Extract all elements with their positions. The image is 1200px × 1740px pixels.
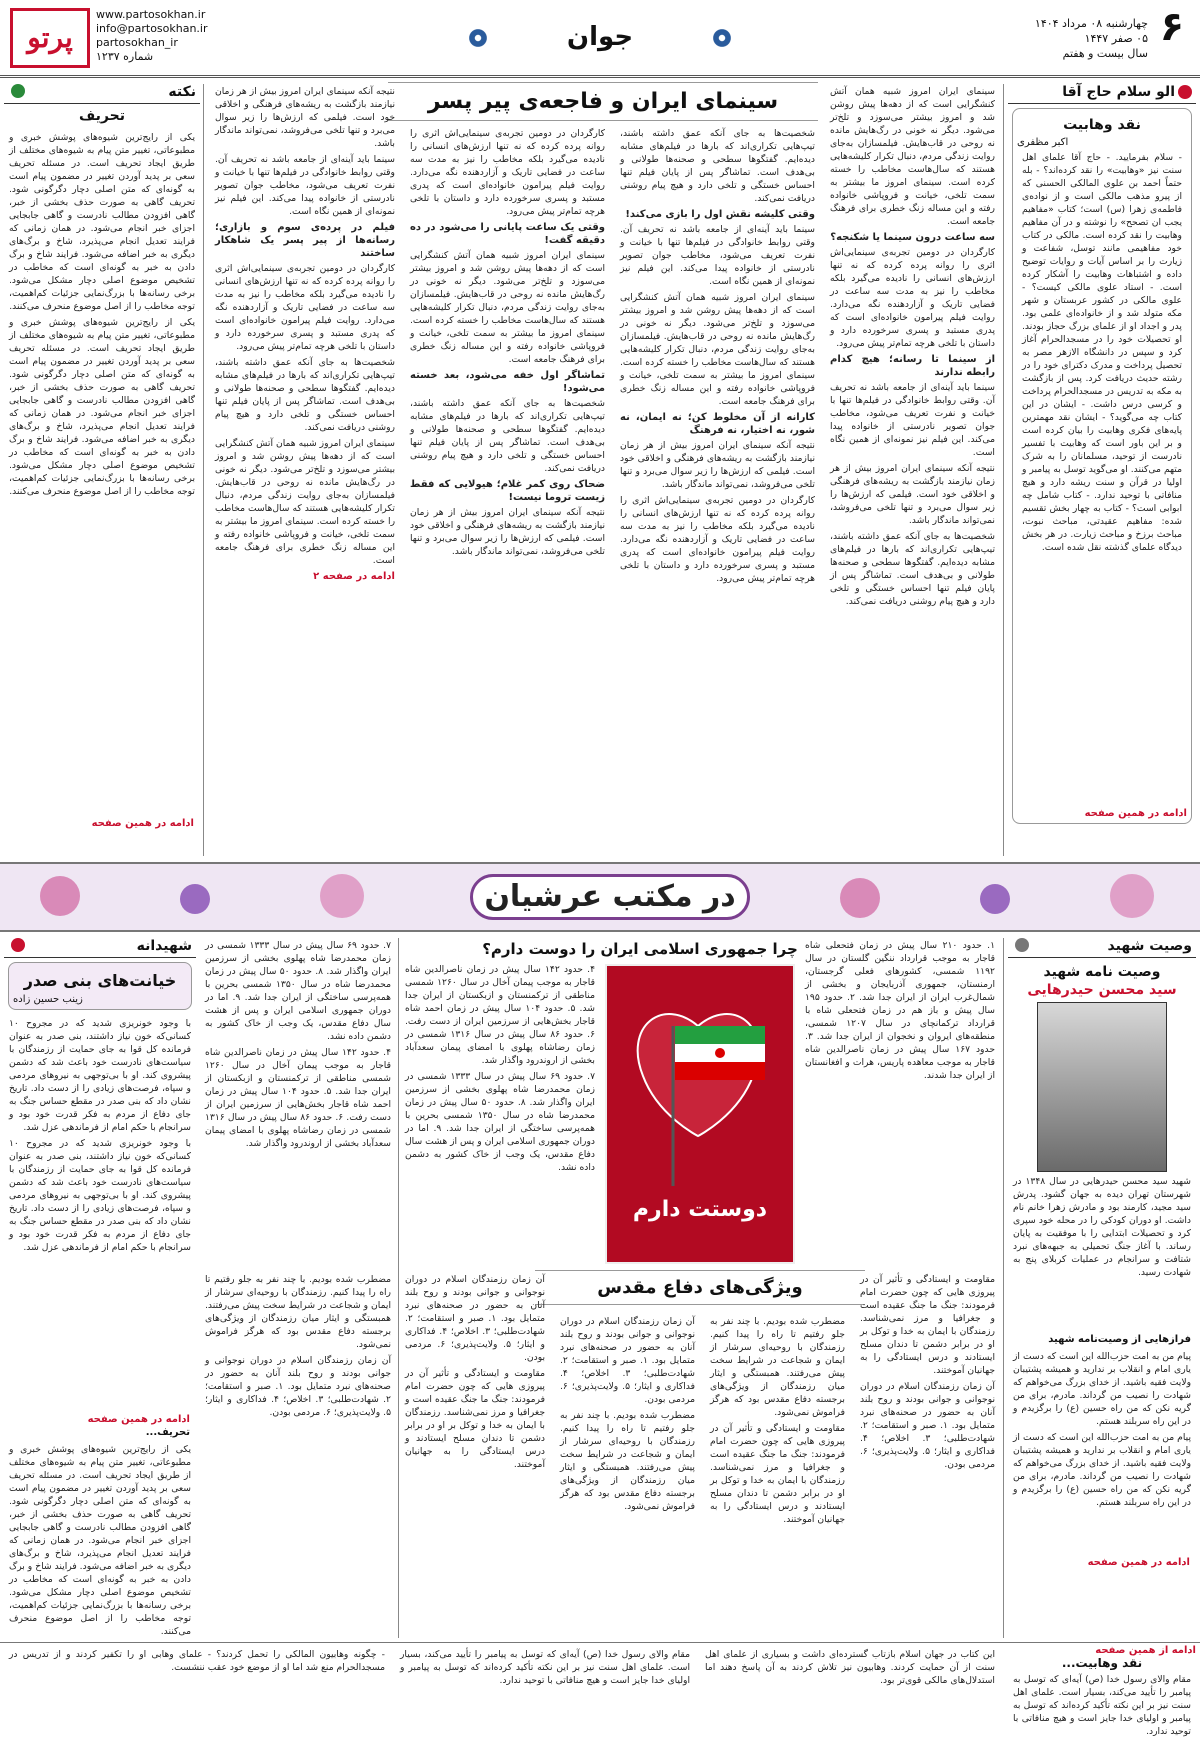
paragraph: شخصیت‌ها به جای آنکه عمق داشته باشند، تیپ‌هایی تکراری‌اند که بارها در فیلم‌های مشابه دیده‌ایم. گفتگوها سطحی و صحنه‌ها طولانی و بی‌هدف است. تماشاگر پس از پایان فیلم تنها احساس خستگی و تلخی دارد و هیچ پیام روشنی دریافت نمی‌کند. xyxy=(620,128,815,204)
ornament-icon xyxy=(468,28,488,48)
subheading: وقتی یک ساعت پایانی را می‌شود در ده دقیقه گفت! xyxy=(410,222,605,246)
flower-ornament xyxy=(840,878,880,918)
paragraph: یکی از رایج‌ترین شیوه‌های پوشش خبری و مطبوعاتی، تغییر متن پیام به شیوه‌های مختلف از طریق ایجاد تحریف است. در مسئله تحریف سعی بر پدید آوردن تغییر در مضمون پیام است به گونه‌ای که متن اصلی دچار دگرگونی شود. تحریف گاهی به صورت حذف بخشی از خبر، گاهی افزودن مطالب نادرست و گاهی جابجایی اجزای خبر انجام می‌شود. در همان زمانی که فرایند تعدیل انجام می‌پذیرد، شاخ و برگ‌های دیگری به خبر اضافه می‌شود. فرایند شاخ و برگ دادن به خبر به گونه‌ای است که مخاطب در تشخیص موضوع اصلی دچار مشکل می‌شود. برخی رسانه‌ها با بزرگ‌نمایی جزئیات کم‌اهمیت، توجه مخاطب را از اصل موضوع منحرف می‌کنند. xyxy=(9,317,195,497)
paragraph: کارگردان در دومین تجربه‌ی سینمایی‌اش اثری را روانه پرده کرده که نه تنها ارزش‌های انسانی را نادیده می‌گیرد بلکه مخاطب را نیز به مدت سه ساعت در فضایی تاریک و آزاردهنده نگه می‌دارد. روایت فیلم پیرامون خانواده‌ای است که پدری مستبد و پسری سرخورده دارد و داستان با تلخی هرچه تمام‌تر پیش می‌رود. xyxy=(215,263,395,352)
section-banner xyxy=(0,862,1200,932)
article-col-4 xyxy=(210,82,400,852)
continue-note: ادامه در صفحه ۲ xyxy=(313,571,395,582)
article-body xyxy=(4,1014,196,1414)
article-body: مقام والای رسول خدا (ص) آیه‌ای که توسل به پیامبر را تأیید می‌کند، بسیار است. علمای اهل سنت نیز بر این نکته تأکید کرده‌اند که توسل به پیامبر و اولیای خدا جایز است و هیچ منافاتی با توحید ندارد. xyxy=(1013,1674,1191,1737)
paragraph: سینمای ایران امروز شبیه همان آتش کنشگرایی است که از دهه‌ها پیش روشن شد و امروز بیشتر می‌سوزد و تلخ‌تر می‌شود. دیگر نه خونی در رگ‌هایش مانده نه روحی در قاب‌هایش. فیلمسازان به‌جای روایت زندگی مردم، دنبال تکرار کلیشه‌هایی هستند که سال‌هاست مخاطب را خسته کرده است. سینمای امروز ما بیشتر به سمت تلخی، خیانت و فروپاشی خانواده رفته و این مساله زنگ خطری برای فرهنگ جامعه است. xyxy=(215,438,395,566)
paragraph: سینما باید آینه‌ای از جامعه باشد نه تحریف آن. وقتی روابط خانوادگی در فیلم‌ها تنها با خیانت و نفرت تعریف می‌شود، مخاطب جوان تصویر نادرستی از خانواده پیدا می‌کند. این فیلم نیز نمونه‌ای از همین نگاه است. xyxy=(620,224,815,287)
subheading: فیلم در پرده‌ی سوم و بازاری؛ رسانه‌ها از پیر پسر یک شاهکار ساختند xyxy=(215,222,395,259)
flower-ornament xyxy=(40,876,80,916)
date-solar: چهارشنبه ۰۸ مرداد ۱۴۰۴ xyxy=(1034,17,1148,30)
paragraph: سینمای ایران امروز شبیه همان آتش کنشگرایی است که از دهه‌ها پیش روشن شد و امروز بیشتر می‌سوزد و تلخ‌تر می‌شود. دیگر نه خونی در رگ‌هایش مانده نه روحی در قاب‌هایش. فیلمسازان به‌جای روایت زندگی مردم، دنبال تکرار کلیشه‌هایی هستند که سال‌هاست مخاطب را خسته کرده است. سینمای امروز ما بیشتر به سمت تلخی، خیانت و فروپاشی خانواده رفته و این مساله زنگ خطری برای فرهنگ جامعه است. xyxy=(830,86,995,227)
column-shahidaneh xyxy=(4,936,196,1636)
paragraph: سینما باید آینه‌ای از جامعه باشد نه تحریف آن. وقتی روابط خانوادگی در فیلم‌ها تنها با خیانت و نفرت تعریف می‌شود، مخاطب جوان تصویر نادرستی از خانواده پیدا می‌کند. این فیلم نیز نمونه‌ای از همین نگاه است. xyxy=(830,382,995,458)
paragraph: کارگردان در دومین تجربه‌ی سینمایی‌اش اثری را روانه پرده کرده که نه تنها ارزش‌های انسانی را نادیده می‌گیرد بلکه مخاطب را نیز به مدت سه ساعت در فضایی تاریک و آزاردهنده نگه می‌دارد. روایت فیلم پیرامون خانواده‌ای است که پدری مستبد و پسری سرخورده دارد و داستان با تلخی هرچه تمام‌تر پیش می‌رود. xyxy=(620,495,815,584)
paragraph: یکی از رایج‌ترین شیوه‌های پوشش خبری و مطبوعاتی، تغییر متن پیام به شیوه‌های مختلف از طریق ایجاد تحریف است. در مسئله تحریف سعی بر پدید آوردن تغییر در مضمون پیام است به گونه‌ای که متن اصلی دچار دگرگونی شود. تحریف گاهی به صورت حذف بخشی از خبر، گاهی افزودن مطالب نادرست و گاهی جابجایی اجزای خبر انجام می‌شود. در همان زمانی که فرایند تعدیل انجام می‌پذیرد، شاخ و برگ‌های دیگری به خبر اضافه می‌شود. فرایند شاخ و برگ دادن به خبر به گونه‌ای است که مخاطب در تشخیص موضوع اصلی دچار مشکل می‌شود. برخی رسانه‌ها با بزرگ‌نمایی جزئیات کم‌اهمیت، توجه مخاطب را از اصل موضوع منحرف می‌کنند. xyxy=(9,132,195,312)
paragraph: آن زمان رزمندگان اسلام در دوران نوجوانی و جوانی بودند و روح بلند آنان به حضور در صحنه‌های نبرد متمایل بود. ۱. صبر و استقامت؛ ۲. شهادت‌طلبی؛ ۳. اخلاص؛ ۴. فداکاری و ایثار؛ ۵. ولایت‌پذیری؛ ۶. مردمی بودن. xyxy=(860,1381,995,1470)
subheading: وقتی کلیشه نقش اول را بازی می‌کند! xyxy=(625,209,815,220)
subheading: ضحاک روی کمر غلام؛ هیولایی که فقط زیست تروما نیست! xyxy=(410,479,605,503)
column-head-label: شهیدانه xyxy=(136,938,192,954)
date-block xyxy=(978,16,1148,61)
article-col-4 xyxy=(400,1270,550,1638)
article-author: اکبر مظفری xyxy=(1017,137,1069,148)
column-head-label: نکته xyxy=(168,84,196,100)
column-head-label: وصیت شهید xyxy=(1107,938,1192,954)
article-col-2 xyxy=(615,124,820,852)
column-head xyxy=(4,82,200,104)
continue-note: ادامه در همین صفحه xyxy=(1084,808,1187,819)
continue-note: ادامه در همین صفحه xyxy=(1087,1557,1190,1568)
article-title: خیانت‌های بنی صدر xyxy=(23,971,177,990)
title-box xyxy=(8,962,192,1010)
article-col-1 xyxy=(855,1270,1000,1638)
martyr-photo xyxy=(1037,1002,1167,1172)
paragraph: سینمای ایران امروز شبیه همان آتش کنشگرایی است که از دهه‌ها پیش روشن شد و امروز بیشتر می‌سوزد و تلخ‌تر می‌شود. دیگر نه خونی در رگ‌هایش مانده نه روحی در قاب‌هایش. فیلمسازان به‌جای روایت زندگی مردم، دنبال تکرار کلیشه‌هایی هستند که سال‌هاست مخاطب را خسته کرده است. سینمای امروز ما بیشتر به سمت تلخی، خیانت و فروپاشی خانواده رفته و این مساله زنگ خطری برای فرهنگ جامعه است. xyxy=(410,250,605,365)
ornament-icon xyxy=(712,28,732,48)
subheading: کارانه از آن مخلوط کن؛ نه ایمان، نه شور، نه اختیار، نه فرهنگ xyxy=(620,412,815,436)
paragraph: نتیجه آنکه سینمای ایران امروز بیش از هر زمان نیازمند بازگشت به ریشه‌های فرهنگی و اخلاقی خود است. فیلمی که ارزش‌ها را زیر سوال می‌برد و تنها تلخی می‌فروشد، نمی‌تواند ماندگار باشد. xyxy=(410,507,605,557)
divider xyxy=(203,84,204,856)
subheading: فرازهایی از وصیت‌نامه شهید xyxy=(1048,1334,1191,1345)
subheading: سه ساعت درون سینما یا شکنجه؟ xyxy=(830,232,995,243)
paragraph: شخصیت‌ها به جای آنکه عمق داشته باشند، تیپ‌هایی تکراری‌اند که بارها در فیلم‌های مشابه دیده‌ایم. گفتگوها سطحی و صحنه‌ها طولانی و بی‌هدف است. تماشاگر پس از پایان فیلم تنها احساس خستگی و تلخی دارد و هیچ پیام روشنی دریافت نمی‌کند. xyxy=(410,398,605,474)
article-col-1: ۱. حدود ۲۱۰ سال پیش در زمان فتحعلی شاه قاجار به موجب قرارداد ننگین گلستان در سال ۱۱۹۲ شمسی، کشورهای فعلی گرجستان، ارمنستان، جمهوری آذربایجان و بخشی از شمال‌غرب ایران از ایران جدا شد. ۲. حدود ۱۹۵ سال پیش و باز هم در زمان فتحعلی شاه با قرارداد ترکمانچای در سال ۱۲۰۷ شمسی، منطقه‌های ایروان و نخجوان از ایران جدا شد. ۳. حدود ۱۶۷ سال پیش در زمان ناصرالدین شاه قاجار به موجب معاهده پاریس، هرات و افغانستان از ایران جدا شدند. xyxy=(805,940,995,1081)
site-link[interactable]: www.partosokhan.ir xyxy=(96,8,206,21)
paragraph: شخصیت‌ها به جای آنکه عمق داشته باشند، تیپ‌هایی تکراری‌اند که بارها در فیلم‌های مشابه دیده‌ایم. گفتگوها سطحی و صحنه‌ها طولانی و بی‌هدف است. تماشاگر پس از پایان فیلم تنها احساس خستگی و تلخی دارد و هیچ پیام روشنی دریافت نمی‌کند. xyxy=(215,357,395,433)
continue-note: ادامه از همین صفحه xyxy=(1095,1645,1196,1656)
subheading: تحریف... xyxy=(145,1427,190,1438)
paragraph: نتیجه آنکه سینمای ایران امروز بیش از هر زمان نیازمند بازگشت به ریشه‌های فرهنگی و اخلاقی خود است. فیلمی که ارزش‌ها را زیر سوال می‌برد و تنها تلخی می‌فروشد، نمی‌تواند ماندگار باشد. xyxy=(620,440,815,490)
year-line: سال بیست و هفتم xyxy=(1062,47,1148,60)
paragraph: پیام من به امت حزب‌الله این است که دست از یاری امام و انقلاب بر ندارید و همیشه پشتیبان ولایت فقیه باشید. از خدای بزرگ می‌خواهم که شهادت را نصیب من گرداند. مادرم، برای من گریه نکن که من راه حسین (ع) را برگزیدم و در این راه سربلند هستم. xyxy=(1013,1432,1191,1508)
article-title: نقد وهابیت xyxy=(1063,117,1141,133)
bottom-strip xyxy=(0,1642,1200,1740)
article-author: زینب حسین زاده xyxy=(13,994,83,1005)
article-col-3 xyxy=(400,960,600,1264)
article-title: چرا جمهوری اسلامی ایران را دوست دارم؟ xyxy=(482,940,798,958)
column-note xyxy=(4,82,200,858)
article-col-3 xyxy=(405,124,610,852)
divider xyxy=(1003,84,1004,856)
iran-article xyxy=(400,936,1000,1266)
banner-title: در مکتب عرشیان xyxy=(470,874,750,920)
email-link[interactable]: info@partosokhan.ir xyxy=(96,22,208,35)
paragraph: مقاومت و ایستادگی و تأثیر آن در پیروزی هایی که چون حضرت امام فرمودند: جنگ ما جنگ عقیده است و جغرافیا و مرز نمی‌شناسد. رزمندگان با ایمان به خدا و توکل بر او در برابر دشمن تا دندان مسلح ایستادند و درس ایستادگی را به جهانیان آموختند. xyxy=(860,1274,995,1376)
article-body xyxy=(4,128,200,818)
section-title: جوان xyxy=(566,22,634,52)
paragraph: آن زمان رزمندگان اسلام در دوران نوجوانی و جوانی بودند و روح بلند آنان به حضور در صحنه‌های نبرد متمایل بود. ۱. صبر و استقامت؛ ۲. شهادت‌طلبی؛ ۳. اخلاص؛ ۴. فداکاری و ایثار؛ ۵. ولایت‌پذیری؛ ۶. مردمی بودن. xyxy=(205,1355,391,1418)
issue-number: شماره ۱۲۳۷ xyxy=(96,50,154,63)
flower-ornament xyxy=(320,874,364,918)
qa-box xyxy=(1012,108,1192,824)
article-title: نقد وهابیت... xyxy=(1061,1656,1143,1670)
flower-ornament xyxy=(1110,874,1154,918)
paragraph: مضطرب شده بودیم. با چند نفر به جلو رفتیم تا راه را پیدا کنیم. رزمندگان با روحیه‌ای سرشار از ایمان و شجاعت در شرایط سخت پیش می‌رفتند. همبستگی و ایثار میان رزمندگان از ویژگی‌های برجسته دفاع مقدس بود که هرگز فراموش نمی‌شود. xyxy=(710,1316,845,1418)
bottom-col-4: - چگونه وهابیون المالکی را تحمل کردند؟ - علمای وهابی او را تکفیر کردند و از تدریس در مسجدالحرام منع شد اما او از موضع خود عقب ننشست. xyxy=(9,1649,385,1673)
cinema-article xyxy=(206,82,1000,858)
subheading: تماشاگر اول خفه می‌شود، بعد خسته می‌شود! xyxy=(410,370,605,394)
page-header xyxy=(0,0,1200,78)
paragraph: ۷. حدود ۶۹ سال پیش در سال ۱۳۳۳ شمسی در زمان محمدرضا شاه پهلوی بخشی از سرزمین ایران واگذار شد. ۸. حدود ۵۰ سال پیش در زمان محمدرضا شاه در سال ۱۳۵۰ شمسی بحرین با همه‌پرسی ساختگی از ایران جدا شد. ۹. اما در دوران جمهوری اسلامی ایران و پس از هشت سال دفاع مقدس، یک وجب از خاک کشور به دشمن داده نشد. xyxy=(405,1071,596,1173)
paragraph: ۷. حدود ۶۹ سال پیش در سال ۱۳۳۳ شمسی در زمان محمدرضا شاه پهلوی بخشی از سرزمین ایران واگذار شد. ۸. حدود ۵۰ سال پیش در زمان محمدرضا شاه در سال ۱۳۵۰ شمسی بحرین با همه‌پرسی ساختگی از ایران جدا شد. ۹. اما در دوران جمهوری اسلامی ایران و پس از هشت سال دفاع مقدس، یک وجب از خاک کشور به دشمن داده نشد. xyxy=(205,940,392,1042)
article-col-2 xyxy=(705,1312,850,1638)
paragraph: با وجود خونریزی شدید که در مجروح ۱۰ کسانی‌که خون نیاز داشتند، بنی صدر به عنوان فرمانده کل قوا به جای حمایت از رزمندگان با سیاست‌های نادرست خود باعث شد که دشمن پیشروی کند. او با بی‌توجهی به نیروهای مردمی و سپاه، فرصت‌های زیادی را از دست داد. تاریخ نشان داد که بنی صدر در مقطع حساس جنگ به جای دفاع از مردم به فکر قدرت خود بود و سرانجام با حکم امام از فرماندهی عزل شد. xyxy=(9,1138,191,1253)
paragraph: مضطرب شده بودیم. با چند نفر به جلو رفتیم تا راه را پیدا کنیم. رزمندگان با روحیه‌ای سرشار از ایمان و شجاعت در شرایط سخت پیش می‌رفتند. همبستگی و ایثار میان رزمندگان از ویژگی‌های برجسته دفاع مقدس بود که هرگز فراموش نمی‌شود. xyxy=(205,1274,391,1350)
article-col-3 xyxy=(555,1312,700,1638)
continue-note: ادامه در همین صفحه xyxy=(87,1414,190,1425)
column-qa xyxy=(1008,82,1196,858)
article-title: تحریف xyxy=(79,108,125,124)
page-number: ۶ xyxy=(1159,4,1185,50)
iran-article-continued xyxy=(200,936,396,1266)
paragraph: آن زمان رزمندگان اسلام در دوران نوجوانی و جوانی بودند و روح بلند آنان به حضور در صحنه‌های نبرد متمایل بود. ۱. صبر و استقامت؛ ۲. شهادت‌طلبی؛ ۳. اخلاص؛ ۴. فداکاری و ایثار؛ ۵. ولایت‌پذیری؛ ۶. مردمی بودن. xyxy=(560,1316,695,1405)
column-head xyxy=(1008,82,1196,104)
defense-article xyxy=(400,1270,1000,1640)
defense-article-continued xyxy=(200,1270,396,1640)
paragraph: سینمای ایران امروز شبیه همان آتش کنشگرایی است که از دهه‌ها پیش روشن شد و امروز بیشتر می‌سوزد و تلخ‌تر می‌شود. دیگر نه خونی در رگ‌هایش مانده نه روحی در قاب‌هایش. فیلمسازان به‌جای روایت زندگی مردم، دنبال تکرار کلیشه‌هایی هستند که سال‌هاست مخاطب را خسته کرده است. سینمای امروز ما بیشتر به سمت تلخی، خیانت و فروپاشی خانواده رفته و این مساله زنگ خطری برای فرهنگ جامعه است. xyxy=(620,292,815,407)
date-lunar: ۰۵ صفر ۱۴۴۷ xyxy=(1084,32,1148,45)
paragraph: کارگردان در دومین تجربه‌ی سینمایی‌اش اثری را روانه پرده کرده که نه تنها ارزش‌های انسانی را نادیده می‌گیرد بلکه مخاطب را نیز به مدت سه ساعت در فضایی تاریک و آزاردهنده نگه می‌دارد. روایت فیلم پیرامون خانواده‌ای است که پدری مستبد و پسری سرخورده دارد و داستان با تلخی هرچه تمام‌تر پیش می‌رود. xyxy=(830,247,995,349)
contact-block xyxy=(96,8,256,64)
flag-icon xyxy=(1015,938,1029,952)
paragraph: مقاومت و ایستادگی و تأثیر آن در پیروزی هایی که چون حضرت امام فرمودند: جنگ ما جنگ عقیده است و جغرافیا و مرز نمی‌شناسد. رزمندگان با ایمان به خدا و توکل بر او در برابر دشمن تا دندان مسلح ایستادند و درس ایستادگی را به جهانیان آموختند. xyxy=(710,1423,845,1525)
divider xyxy=(398,938,399,1638)
article-body-2: یکی از رایج‌ترین شیوه‌های پوشش خبری و مطبوعاتی، تغییر متن پیام به شیوه‌های مختلف از طریق ایجاد تحریف است. در مسئله تحریف سعی بر پدید آوردن تغییر در مضمون پیام است به گونه‌ای که متن اصلی دچار دگرگونی شود. تحریف گاهی به صورت حذف بخشی از خبر، گاهی افزودن مطالب نادرست و گاهی جابجایی اجزای خبر انجام می‌شود. در همان زمانی که فرایند تعدیل انجام می‌پذیرد، شاخ و برگ‌های دیگری به خبر اضافه می‌شود. فرایند شاخ و برگ دادن به خبر به گونه‌ای است که مخاطب در تشخیص موضوع اصلی دچار مشکل می‌شود. برخی رسانه‌ها با بزرگ‌نمایی جزئیات کم‌اهمیت، توجه مخاطب را از اصل موضوع منحرف می‌کنند. xyxy=(9,1444,191,1636)
paragraph: نتیجه آنکه سینمای ایران امروز بیش از هر زمان نیازمند بازگشت به ریشه‌های فرهنگی و اخلاقی خود است. فیلمی که ارزش‌ها را زیر سوال می‌برد و تنها تلخی می‌فروشد، نمی‌تواند ماندگار باشد. xyxy=(830,463,995,526)
paragraph: نتیجه آنکه سینمای ایران امروز بیش از هر زمان نیازمند بازگشت به ریشه‌های فرهنگی و اخلاقی خود است. فیلمی که ارزش‌ها را زیر سوال می‌برد و تنها تلخی می‌فروشد، نمی‌تواند ماندگار باشد. xyxy=(215,86,395,149)
newspaper-logo: پرتو xyxy=(10,8,90,68)
flag-poster xyxy=(605,964,795,1264)
article-title: ویژگی‌های دفاع مقدس xyxy=(535,1270,865,1305)
social-handle[interactable]: partosokhan_ir xyxy=(96,36,178,49)
martyr-will xyxy=(1008,1347,1196,1557)
flower-ornament xyxy=(980,884,1010,914)
check-icon xyxy=(11,84,25,98)
article-col-1 xyxy=(825,82,1000,852)
paragraph: پیام من به امت حزب‌الله این است که دست از یاری امام و انقلاب بر ندارید و همیشه پشتیبان ولایت فقیه باشید. از خدای بزرگ می‌خواهم که شهادت را نصیب من گرداند. مادرم، برای من گریه نکن که من راه حسین (ع) را برگزیدم و در این راه سربلند هستم. xyxy=(1013,1351,1191,1427)
article-body: - سلام بفرمایید. - حاج آقا علمای اهل سنت نیز «وهابیت» را نقد کرده‌اند؟ - بله حتماً احمد بن علوی المالکی الحسنی که از پیرو مذهب مالکی است و از نواده‌ی فاطمه‌ی زهرا (س) است؛ کتاب «مفاهیم یجب ان تصحح» را نوشته و در آن مفاهیم وهابیت را نقد کرده است. مالکی در کتاب خود مفاهیمی مانند توسل، شفاعت و زیارت را بر اساس آیات و روایات توضیح داده و اشتباهات وهابیت را آشکار کرده است. - استاد علوی مالکی کیست؟ - علوی مالکی در کشور عربستان و شهر مکه متولد شد و از خانواده‌ای علمی بود. پدر و اجداد او از علمای بزرگ حجاز بودند. او تحصیلات خود را در مسجدالحرام آغاز کرد و سپس در دانشگاه الازهر مصر به تحصیل پرداخت و مدرک دکترای خود را در رشته حدیث دریافت کرد. پس از بازگشت به مکه به تدریس در مسجدالحرام پرداخت و کرسی درس داشت. - ایشان در این کتاب چه می‌گوید؟ - ایشان نقد مهمترین پایه‌های فکری وهابیت را بیان کرده است و بر این باور است که وهابیت با تفسیر نادرست از توحید، مسلمانان را به شرک متهم می‌کنند. او می‌گوید توسل به پیامبر و اولیا در قرآن و سنت ریشه دارد و هیچ منافاتی با توحید ندارد. - کتاب شامل چه ابوابی است؟ - کتاب به چهار بخش تقسیم شده: مفاهیم عقیدتی، مباحث نبوت، مباحث برزخ و مباحث زیارت. در هر بخش دیدگاه علمای گذشته نقل شده است. xyxy=(1022,152,1182,553)
article-title: سینمای ایران و فاجعه‌ی پیر پسر xyxy=(388,82,818,121)
paragraph: با وجود خونریزی شدید که در مجروح ۱۰ کسانی‌که خون نیاز داشتند، بنی صدر به عنوان فرمانده کل قوا به جای حمایت از رزمندگان با سیاست‌های نادرست خود باعث شد که دشمن پیشروی کند. او با بی‌توجهی به نیروهای مردمی و سپاه، فرصت‌های زیادی را از دست داد. تاریخ نشان داد که بنی صدر در مقطع حساس جنگ به جای دفاع از مردم به فکر قدرت خود بود و سرانجام با حکم امام از فرماندهی عزل شد. xyxy=(9,1018,191,1133)
column-head-label: الو سلام حاج آقا xyxy=(1062,84,1175,100)
will-title: وصیت نامه شهید xyxy=(1043,964,1161,980)
paragraph: شخصیت‌ها به جای آنکه عمق داشته باشند، تیپ‌هایی تکراری‌اند که بارها در فیلم‌های مشابه دیده‌ایم. گفتگوها سطحی و صحنه‌ها طولانی و بی‌هدف است. تماشاگر پس از پایان فیلم تنها احساس خستگی و تلخی دارد و هیچ پیام روشنی دریافت نمی‌کند. xyxy=(830,531,995,607)
paragraph: سینما باید آینه‌ای از جامعه باشد نه تحریف آن. وقتی روابط خانوادگی در فیلم‌ها تنها با خیانت و نفرت تعریف می‌شود، مخاطب جوان تصویر نادرستی از خانواده پیدا می‌کند. این فیلم نیز نمونه‌ای از همین نگاه است. xyxy=(215,154,395,217)
martyr-name: سید محسن حیدرهایی xyxy=(1027,982,1177,998)
continue-note: ادامه در همین صفحه xyxy=(91,818,194,829)
poster-caption: دوستت دارم xyxy=(632,1197,768,1222)
divider xyxy=(1003,938,1004,1638)
column-head xyxy=(4,936,196,958)
bottom-col-2: این کتاب در جهان اسلام بازتاب گسترده‌ای داشت و بسیاری از علمای اهل سنت از آن حمایت کردند. وهابیون نیز تلاش کردند به آن پاسخ دهند اما استدلال‌های مالکی قوی‌تر بود. xyxy=(705,1649,995,1686)
paragraph: ۴. حدود ۱۴۲ سال پیش در زمان ناصرالدین شاه قاجار به موجب پیمان آخال در سال ۱۲۶۰ شمسی مناطقی از ترکمنستان و ازبکستان از ایران جدا شد. ۵. حدود ۱۰۴ سال پیش در زمان احمد شاه قاجار بخش‌هایی از سرزمین ایران از دست رفت. ۶. حدود ۸۶ سال پیش در سال ۱۳۱۶ شمسی در زمان رضاشاه پهلوی با امضای پیمان سعدآباد بخشی از اروندرود واگذار شد. xyxy=(405,964,596,1066)
bottom-col-3: مقام والای رسول خدا (ص) آیه‌ای که توسل به پیامبر را تأیید می‌کند، بسیار است. علمای اهل سنت نیز بر این نکته تأکید کرده‌اند که توسل به پیامبر و اولیای خدا جایز است و هیچ منافاتی با توحید ندارد. xyxy=(400,1649,690,1686)
column-martyr xyxy=(1008,936,1196,1636)
paragraph: مقاومت و ایستادگی و تأثیر آن در پیروزی هایی که چون حضرت امام فرمودند: جنگ ما جنگ عقیده است و جغرافیا و مرز نمی‌شناسد. رزمندگان با ایمان به خدا و توکل بر او در برابر دشمن تا دندان مسلح ایستادند و درس ایستادگی را به جهانیان آموختند. xyxy=(405,1368,545,1470)
phone-icon xyxy=(1178,85,1192,99)
column-head xyxy=(1008,936,1196,958)
paragraph: کارگردان در دومین تجربه‌ی سینمایی‌اش اثری را روانه پرده کرده که نه تنها ارزش‌های انسانی را نادیده می‌گیرد بلکه مخاطب را نیز به مدت سه ساعت در فضایی تاریک و آزاردهنده نگه می‌دارد. روایت فیلم پیرامون خانواده‌ای است که پدری مستبد و پسری سرخورده دارد و داستان با تلخی هرچه تمام‌تر پیش می‌رود. xyxy=(410,128,605,217)
bottom-cont xyxy=(1008,1645,1196,1739)
flower-ornament xyxy=(180,884,210,914)
paragraph: آن زمان رزمندگان اسلام در دوران نوجوانی و جوانی بودند و روح بلند آنان به حضور در صحنه‌های نبرد متمایل بود. ۱. صبر و استقامت؛ ۲. شهادت‌طلبی؛ ۳. اخلاص؛ ۴. فداکاری و ایثار؛ ۵. ولایت‌پذیری؛ ۶. مردمی بودن. xyxy=(405,1274,545,1363)
paragraph: ۴. حدود ۱۴۲ سال پیش در زمان ناصرالدین شاه قاجار به موجب پیمان آخال در سال ۱۲۶۰ شمسی مناطقی از ترکمنستان و ازبکستان از ایران جدا شد. ۵. حدود ۱۰۴ سال پیش در زمان احمد شاه قاجار بخش‌هایی از سرزمین ایران از دست رفت. ۶. حدود ۸۶ سال پیش در سال ۱۳۱۶ شمسی در زمان رضاشاه پهلوی با امضای پیمان سعدآباد بخشی از اروندرود واگذار شد. xyxy=(205,1047,391,1149)
subheading: از سینما تا رسانه؛ هیچ کدام رابطه ندارند xyxy=(830,354,995,378)
tulip-icon xyxy=(11,938,25,952)
paragraph: مضطرب شده بودیم. با چند نفر به جلو رفتیم تا راه را پیدا کنیم. رزمندگان با روحیه‌ای سرشار از ایمان و شجاعت در شرایط سخت پیش می‌رفتند. همبستگی و ایثار میان رزمندگان از ویژگی‌های برجسته دفاع مقدس بود که هرگز فراموش نمی‌شود. xyxy=(560,1410,695,1512)
martyr-bio: شهید سید محسن حیدرهایی در سال ۱۳۴۸ در شهرستان تهران دیده به جهان گشود. پدرش سید مجید، کارمند بود و مادرش زهرا خانم نام داشت. او دوران کودکی را در محله خود سپری کرد و تحصیلات ابتدایی را با موفقیت به پایان رساند. با آغاز جنگ تحمیلی به جبهه‌های نبرد شتافت و سرانجام در عملیات کربلای پنج به شهادت رسید. xyxy=(1013,1176,1191,1278)
